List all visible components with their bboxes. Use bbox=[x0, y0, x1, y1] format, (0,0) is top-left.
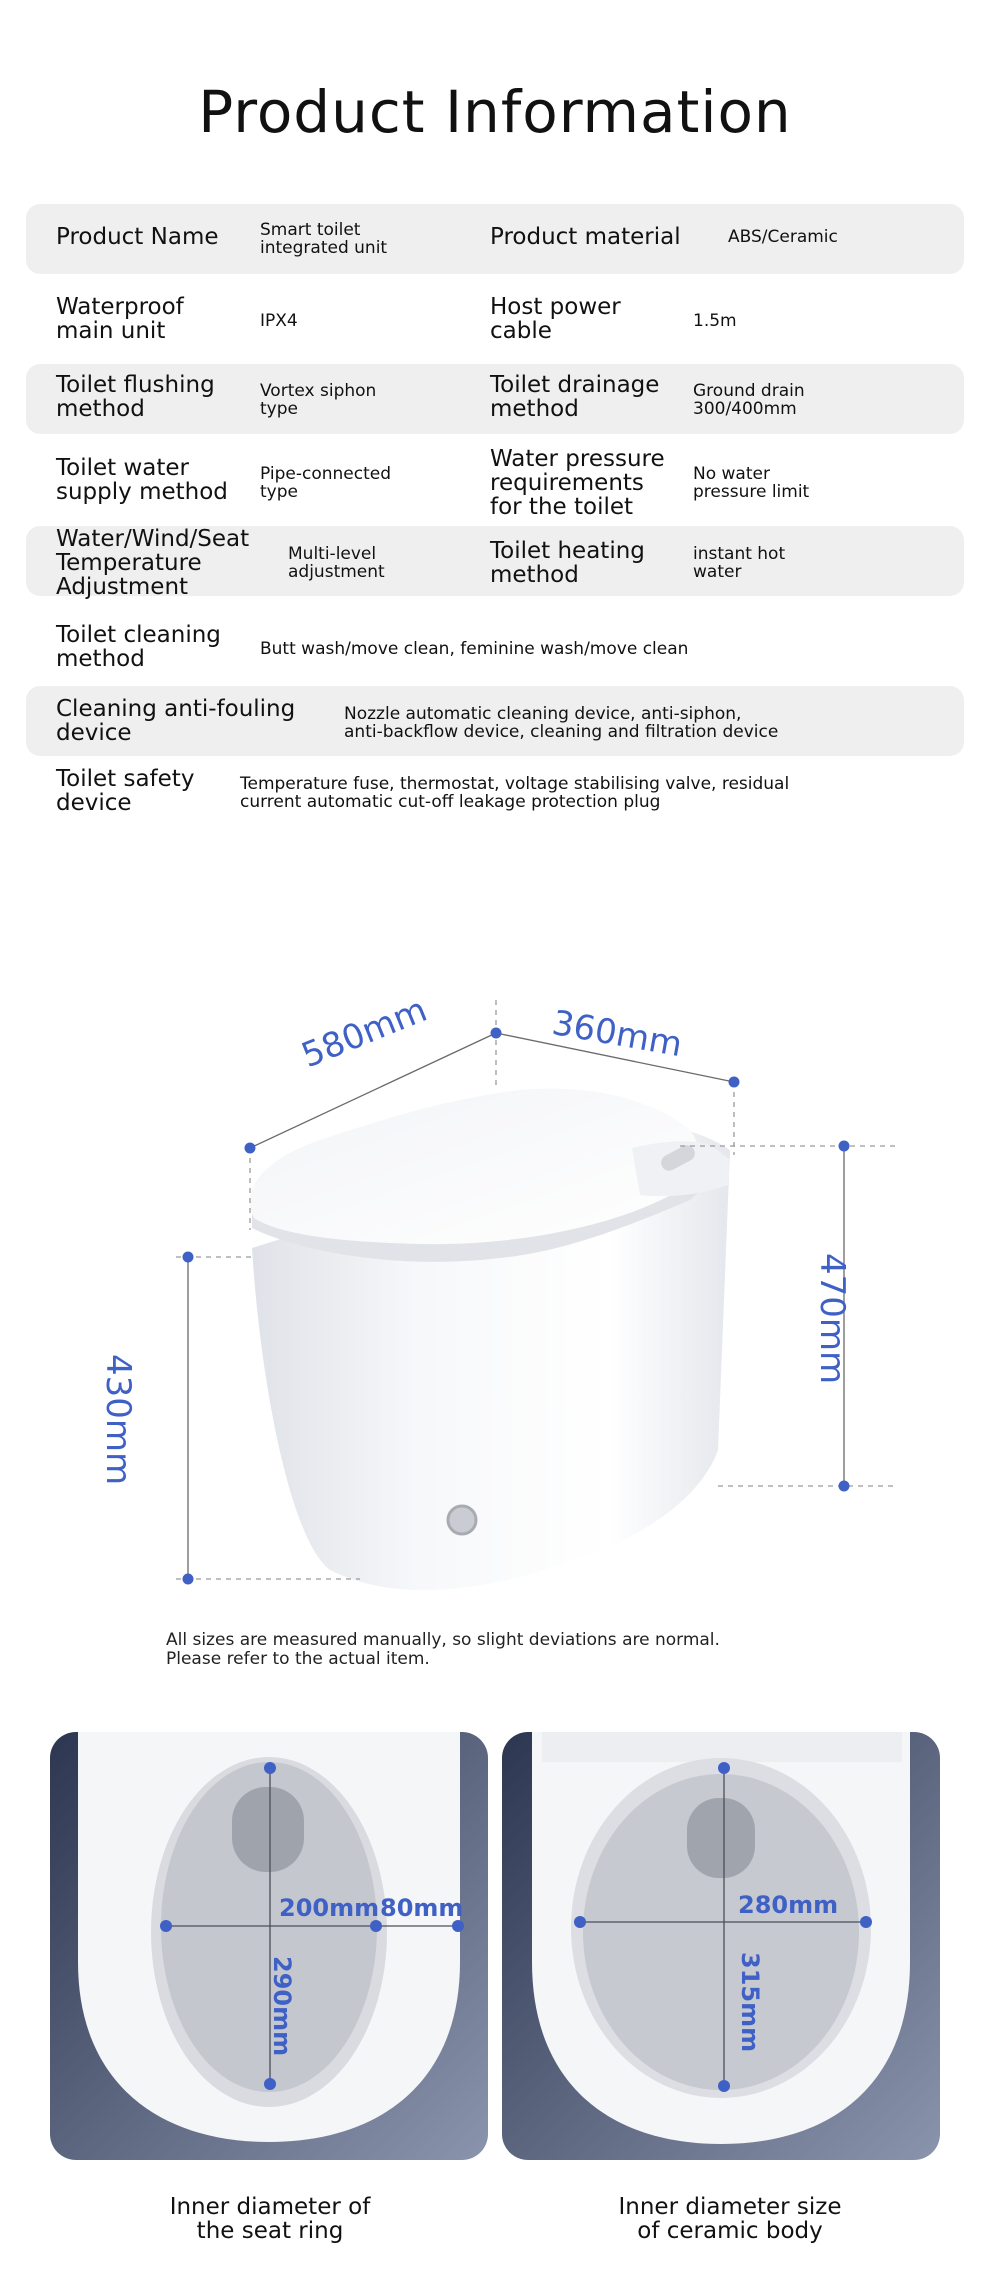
ceramic-length-label: 315mm bbox=[736, 1952, 764, 2053]
seat-ring-width-label: 200mm bbox=[279, 1894, 380, 1922]
safety-label: Toilet safety device bbox=[56, 766, 195, 816]
cleaning-method-value: Butt wash/move clean, feminine wash/move clean bbox=[260, 639, 689, 659]
temperature-label: Water/Wind/Seat Temperature Adjustment bbox=[56, 526, 250, 600]
water-pressure-label: Water pressure requirements for the toilet bbox=[490, 446, 665, 520]
flushing-label: Toilet flushing method bbox=[56, 372, 215, 422]
drainage-value: Ground drain 300/400mm bbox=[693, 381, 805, 419]
drainage-label: Toilet drainage method bbox=[490, 372, 660, 422]
flush-button-icon bbox=[448, 1506, 476, 1534]
ceramic-body-illustration bbox=[502, 1732, 940, 2160]
seat-ring-photo bbox=[50, 1732, 488, 2160]
water-supply-label: Toilet water supply method bbox=[56, 455, 228, 505]
length-dimension: 580mm bbox=[296, 989, 433, 1077]
width-dimension: 360mm bbox=[549, 1003, 686, 1066]
waterproof-value: IPX4 bbox=[260, 311, 298, 331]
ceramic-body-caption: Inner diameter size of ceramic body bbox=[618, 2194, 842, 2244]
height-seat-dimension: 430mm bbox=[98, 1354, 138, 1486]
measurement-note: All sizes are measured manually, so slight deviations are normal. Please refer to the actual item. bbox=[166, 1630, 720, 1669]
material-value: ABS/Ceramic bbox=[728, 227, 838, 247]
safety-value: Temperature fuse, thermostat, voltage stabilising valve, residual current automatic cut-off leakage protection plug bbox=[240, 774, 790, 812]
seat-ring-side-label: 80mm bbox=[380, 1894, 464, 1922]
water-supply-value: Pipe-connected type bbox=[260, 464, 392, 502]
seat-ring-caption: Inner diameter of the seat ring bbox=[169, 2194, 371, 2244]
waterproof-label: Waterproof main unit bbox=[56, 294, 184, 344]
temperature-value: Multi-level adjustment bbox=[288, 544, 385, 582]
seat-ring-illustration bbox=[50, 1732, 488, 2160]
ceramic-width-label: 280mm bbox=[738, 1891, 839, 1919]
antifouling-value: Nozzle automatic cleaning device, anti-siphon, anti-backflow device, cleaning and filtration device bbox=[344, 704, 779, 742]
product-name-label: Product Name bbox=[56, 224, 219, 250]
power-cable-label: Host power cable bbox=[490, 294, 621, 344]
material-label: Product material bbox=[490, 224, 681, 250]
power-cable-value: 1.5m bbox=[693, 311, 737, 331]
page-title: Product Information bbox=[198, 78, 792, 146]
height-total-dimension: 470mm bbox=[812, 1253, 852, 1385]
water-pressure-value: No water pressure limit bbox=[693, 464, 810, 502]
heating-label: Toilet heating method bbox=[490, 538, 645, 588]
ceramic-body-photo bbox=[502, 1732, 940, 2160]
product-name-value: Smart toilet integrated unit bbox=[260, 220, 388, 258]
cleaning-method-label: Toilet cleaning method bbox=[56, 622, 221, 672]
antifouling-label: Cleaning anti-fouling device bbox=[56, 696, 296, 746]
flushing-value: Vortex siphon type bbox=[260, 381, 377, 419]
heating-value: instant hot water bbox=[693, 544, 786, 582]
seat-ring-length-label: 290mm bbox=[268, 1956, 296, 2057]
